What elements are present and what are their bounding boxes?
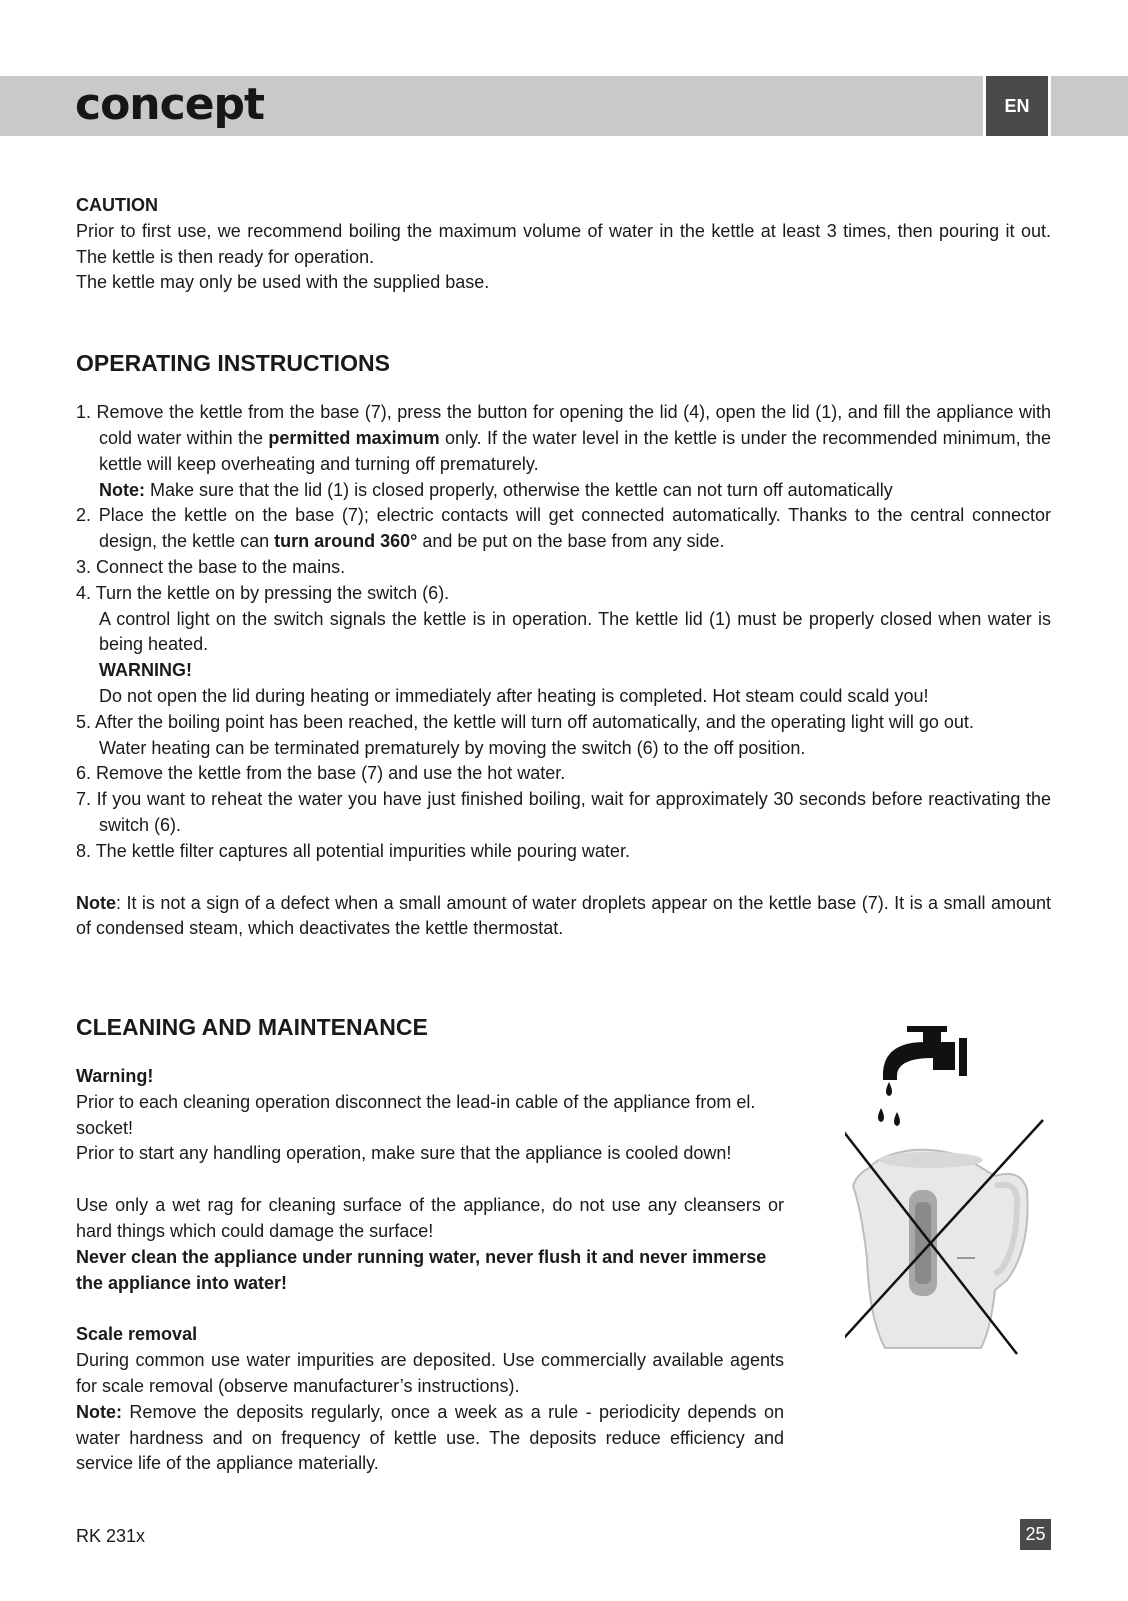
- water-drops-icon: [878, 1082, 900, 1126]
- list-item: 5. After the boiling point has been reached, the kettle will turn off automatically, and the operating light will go out.: [76, 711, 974, 732]
- page-number: 25: [1020, 1519, 1051, 1550]
- caution-line-2: The kettle may only be used with the supplied base.: [76, 272, 490, 293]
- faucet-icon: [883, 1018, 967, 1080]
- list-item: 4. Turn the kettle on by pressing the switch (6).: [76, 582, 450, 603]
- cleaning-warning-line-1: Prior to each cleaning operation disconnect the lead-in cable of the appliance from el. socket!: [76, 1091, 756, 1138]
- operating-note: [76, 891, 1051, 943]
- list-item: 8. The kettle filter captures all potential impurities while pouring water.: [76, 840, 630, 861]
- scale-note: [76, 1400, 784, 1477]
- no-running-water-illustration: [845, 1018, 1070, 1378]
- warning-label: WARNING!: [99, 660, 192, 681]
- brand-logo: concept: [75, 79, 265, 130]
- cleaning-section: [76, 1012, 784, 1477]
- kettle-icon: [853, 1150, 1028, 1348]
- note-label: Note: [76, 892, 116, 913]
- item-text: and be put on the base from any side.: [417, 531, 725, 552]
- warning-text: Do not open the lid during heating or immediately after heating is completed. Hot steam could scald you!: [99, 685, 929, 706]
- list-subtext: A control light on the switch signals the kettle is in operation. The kettle lid (1) must be properly closed when water is being heated.: [99, 608, 1051, 655]
- item-text: only. If the water level in the kettle is under the recommended minimum, the kettle will keep overheating and turning off prematurely.: [99, 427, 1051, 474]
- list-item: [76, 400, 1051, 477]
- list-item: [76, 503, 1051, 555]
- list-subtext: Water heating can be terminated prematurely by moving the switch (6) to the off position.: [99, 737, 806, 758]
- model-number: RK 231x: [76, 1526, 146, 1546]
- operating-title: OPERATING INSTRUCTIONS: [76, 350, 390, 377]
- cleaning-warning-line-2: Prior to start any handling operation, make sure that the appliance is cooled down!: [76, 1143, 732, 1164]
- item-text: 1. Remove the kettle from the base (7), press the button for opening the lid (4), open the lid (1), and fill the appliance with cold water within the: [76, 402, 1051, 448]
- item-text: 2. Place the kettle on the base (7); electric contacts will get connected automatically. Thanks to the central connector design, the kettle can: [76, 505, 1051, 552]
- scale-text: During common use water impurities are deposited. Use commercially available agents for scale removal (observe manufacturer’s instructions).: [76, 1350, 784, 1396]
- main-content: [76, 193, 1051, 942]
- cleaning-rag-text: Use only a wet rag for cleaning surface of the appliance, do not use any cleansers or hard things which could damage the surface!: [76, 1195, 784, 1241]
- item-bold: turn around 360°: [274, 531, 418, 552]
- cleaning-title: CLEANING AND MAINTENANCE: [76, 1014, 428, 1040]
- list-item: 7. If you want to reheat the water you have just finished boiling, wait for approximately 30 seconds before reactivating the switch (6).: [76, 789, 1051, 835]
- header-band-right: [1051, 76, 1128, 136]
- scale-title: Scale removal: [76, 1324, 198, 1345]
- note-text: Make sure that the lid (1) is closed properly, otherwise the kettle can not turn off automatically: [145, 479, 893, 500]
- cleaning-never-text: Never clean the appliance under running water, never flush it and never immerse the appliance into water!: [76, 1246, 767, 1293]
- note-label: Note:: [76, 1401, 122, 1422]
- cleaning-warning-title: Warning!: [76, 1066, 154, 1086]
- list-note: [76, 478, 1051, 504]
- caution-title: CAUTION: [76, 195, 158, 215]
- list-item: 3. Connect the base to the mains.: [76, 556, 346, 577]
- caution-line-1: Prior to first use, we recommend boiling the maximum volume of water in the kettle at least 3 times, then pouring it out. The kettle is then ready for operation.: [76, 220, 1051, 267]
- note-text: Remove the deposits regularly, once a week as a rule - periodicity depends on water hardness and on frequency of kettle use. The deposits reduce efficiency and service life of the appliance materially.: [76, 1401, 784, 1474]
- item-bold: permitted maximum: [268, 427, 440, 448]
- note-text: : It is not a sign of a defect when a small amount of water droplets appear on the kettle base (7). It is a small amount of condensed steam, which deactivates the kettle thermostat.: [76, 892, 1051, 939]
- language-badge: EN: [986, 76, 1048, 136]
- operating-list: [76, 400, 1051, 864]
- note-label: Note:: [99, 479, 145, 500]
- list-item: 6. Remove the kettle from the base (7) and use the hot water.: [76, 763, 566, 784]
